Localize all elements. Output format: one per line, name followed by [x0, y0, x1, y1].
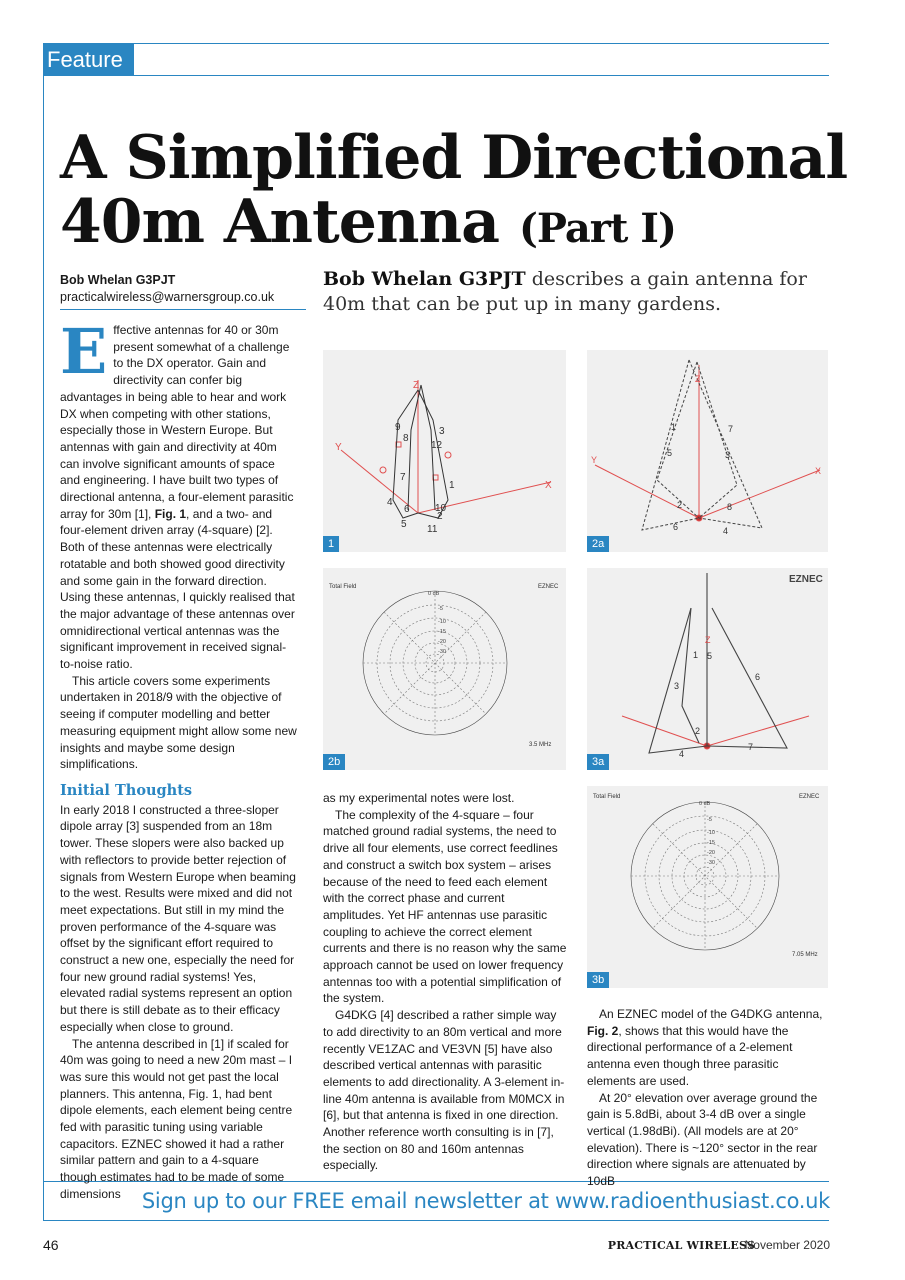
- ring-label: -10: [707, 830, 715, 836]
- paragraph: [60, 315, 298, 673]
- x-axis: [707, 716, 809, 746]
- figure-label: 2b: [323, 754, 345, 770]
- diagram-label: 7: [400, 472, 406, 483]
- standfirst-text: describes a gain antenna for 40m that can be put up in many gardens.: [323, 268, 807, 315]
- diagram-label: 12: [431, 440, 443, 451]
- capacitor-marker: [380, 467, 386, 473]
- left-rule: [43, 43, 44, 1221]
- diagram-label: 8: [403, 433, 409, 444]
- title-part: (Part I): [518, 205, 676, 252]
- author-name: Bob Whelan G3PJT: [60, 273, 176, 287]
- page-number: 46: [43, 1237, 59, 1253]
- ring-label: -20: [707, 850, 715, 856]
- diagram-label: 7: [748, 742, 754, 752]
- polar-plot: [323, 568, 566, 770]
- ring-label: -20: [438, 639, 446, 645]
- diagram-label: 5: [667, 448, 673, 458]
- plot-brand: EZNEC: [799, 794, 820, 800]
- element-wire: [707, 608, 787, 748]
- diagram-label: 6: [404, 504, 410, 515]
- issue-date: November 2020: [744, 1238, 830, 1252]
- element-wire: [682, 608, 699, 743]
- column-2: [323, 790, 567, 1174]
- paragraph: [587, 1006, 829, 1090]
- paragraph: G4DKG [4] described a rather simple way to add directivity to an 80m vertical and more recently VE1ZAC and VE3VN [5] have also described vertical antennas with parasitic elements to add directionality. A 3-element in-line 40m antenna is available from M0MCX in [6], but that antenna is fixed in one direction. Another reference worth consulting is in [7], the section on 80 and 160m antennas especially.: [323, 1008, 565, 1173]
- element-wire: [408, 385, 421, 510]
- paragraph: The antenna described in [1] if scaled for 40m was going to need a new 20m mast – I was sure this would not get past the local planners. This antenna, Fig. 1, had bent dipole elements, each element being centre fed with parasitic tuning using variable capacitors. EZNEC showed it had a rather similar pattern and gain to a 4-square though estimates had to be made of some dimensions: [60, 1036, 293, 1201]
- ring-label: -30: [707, 860, 715, 866]
- title-line1: A Simplified Directional: [60, 123, 848, 193]
- diagram-label: 1: [449, 480, 455, 491]
- antenna-wireframe-diagram: [587, 350, 828, 552]
- ring-label: 0 dB: [428, 591, 440, 597]
- polar-plot: [587, 786, 828, 988]
- paragraph-text: ffective antennas for 40 or 30m present somewhat of a challenge to the DX operator. Gain and directivity can confer big advantages in being able to hear and work DX when competing with other stations, especially those in Western Europe. But antennas with gain and directivity at 40m can involve significant amounts of space and engineering. I have built two types of directional antenna, a four-element parasitic array for 30m [1],: [60, 323, 294, 521]
- diagram-label: 3: [439, 426, 445, 437]
- diagram-label: 5: [401, 519, 407, 530]
- diagram-label: 11: [427, 524, 438, 535]
- title-line2: 40m Antenna: [60, 187, 500, 257]
- figure-label: 3a: [587, 754, 609, 770]
- figure-label: 3b: [587, 972, 609, 988]
- ring-label: -15: [707, 840, 715, 846]
- diagram-label: 8: [727, 502, 733, 512]
- figure-label: 2a: [587, 536, 609, 552]
- paragraph: In early 2018 I constructed a three-sloper dipole array [3] suspended from an 18m tower. These slopers were also backed up with reflectors to provide better rejection of signals from Western Europe when beaming to the west. Results were mixed and did not meet expectations. But still in my mind the proven performance of the 4-square was offset by the significant effort required to construct a new one, especially the need for four new ground radial systems! Yes, elevated radial systems represent an option but there is still debate as to their efficacy especially when close to ground.: [60, 802, 296, 1034]
- diagram-label: Y: [335, 442, 342, 453]
- figure-2b: [323, 568, 566, 770]
- tab-underline: [43, 75, 829, 76]
- diagram-label: X: [545, 480, 552, 491]
- paragraph-text: An EZNEC model of the G4DKG antenna,: [599, 1007, 823, 1021]
- paragraph: The complexity of the 4-square – four matched ground radial systems, the need to drive all four elements, use correct feedlines and construct a switch box system – arises because of the need to feed each element with the correct phase and current amplitudes. Yet HF antennas use parasitic coupling to achieve the correct element currents and there is no reason why the same approach cannot be used on lower frequency antennas too with a potential simplification of the system.: [323, 807, 567, 1006]
- diagram-label: 4: [387, 497, 393, 508]
- newsletter-signup[interactable]: Sign up to our FREE email newsletter at www.radioenthusiast.co.uk: [141, 1189, 830, 1213]
- section-tab: Feature: [43, 44, 134, 75]
- diagram-label: Z: [705, 635, 711, 645]
- ring-label: 0 dB: [699, 801, 711, 807]
- figure-3b: [587, 786, 828, 988]
- plot-header: Total Field: [329, 584, 357, 590]
- figure-ref: Fig. 1: [154, 506, 187, 521]
- diagram-label: 6: [673, 522, 679, 532]
- diagram-label: 4: [679, 749, 685, 759]
- paragraph-text: , and a two- and four-element driven array (4-square) [2]. Both of these antennas were electrically rotatable and both showed good directivity and some gain in the forward direction. Using these antennas, I quickly realised that the major advantage of these antennas over omnidirectional vertical antennas was the significant improvement in received signal-to-noise ratio.: [60, 506, 295, 672]
- column-1: [60, 315, 298, 1203]
- standfirst-name: Bob Whelan G3PJT: [323, 268, 526, 290]
- column-3: [587, 1006, 829, 1190]
- standfirst: [323, 267, 833, 317]
- diagram-label: 9: [395, 422, 401, 433]
- paragraph: At 20° elevation over average ground the gain is 5.8dBi, about 3-4 dB over a single vertical (1.98dBi). (All models are at 20° elevation). There is ~120° sector in the rear direction where signals are attenuated by 10dB: [587, 1090, 818, 1189]
- ring-label: -5: [438, 606, 443, 612]
- magazine-name: PRACTICAL WIRELESS: [607, 1239, 755, 1252]
- diagram-label: Z: [695, 374, 701, 384]
- element-wire: [418, 390, 448, 518]
- element-wire: [689, 360, 762, 528]
- figure-1: [323, 350, 566, 552]
- ring-label: -15: [438, 629, 446, 635]
- antenna-wireframe-diagram: [323, 350, 566, 552]
- figure-2a: [587, 350, 828, 552]
- plot-frequency: 7.05 MHz: [792, 952, 818, 958]
- top-rule: [43, 43, 829, 44]
- footer-bottom-rule: [43, 1220, 829, 1221]
- diagram-label: X: [815, 466, 822, 476]
- paragraph: This article covers some experiments undertaken in 2018/9 with the objective of seeing if computer modelling and better measuring equipment might allow some new insights and maybe some design simplifications.: [60, 673, 297, 772]
- x-axis: [699, 470, 820, 518]
- diagram-label: 3: [674, 681, 680, 691]
- diagram-label: 3: [725, 450, 731, 460]
- diagram-label: 2: [437, 511, 443, 522]
- diagram-label: Y: [591, 455, 598, 465]
- plot-brand: EZNEC: [538, 584, 559, 590]
- paragraph: as my experimental notes were lost.: [323, 791, 515, 805]
- author-email[interactable]: practicalwireless@warnersgroup.co.uk: [60, 290, 275, 304]
- diagram-label: 2: [677, 500, 683, 510]
- drop-cap: E: [60, 315, 108, 388]
- diagram-label: 10: [435, 503, 447, 514]
- plot-frequency: 3.5 MHz: [529, 742, 552, 748]
- subheading: Initial Thoughts: [60, 781, 193, 799]
- antenna-wireframe-diagram: [587, 568, 828, 770]
- paragraph-text: , shows that this would have the directional performance of a 2-element antenna even though three parasitic elements are used.: [587, 1023, 793, 1088]
- element-wire: [642, 360, 699, 530]
- diagram-label: 6: [755, 672, 761, 682]
- figure-label: 1: [323, 536, 339, 552]
- plot-brand: EZNEC: [789, 574, 823, 585]
- plot-header: Total Field: [593, 794, 621, 800]
- element-wire: [393, 390, 418, 518]
- ring-label: -5: [707, 817, 712, 823]
- diagram-label: Z: [413, 380, 420, 391]
- ring-label: -30: [438, 649, 446, 655]
- diagram-label: 1: [671, 422, 677, 432]
- element-wire: [697, 362, 737, 518]
- diagram-label: 4: [723, 526, 729, 536]
- figure-3a: [587, 568, 828, 770]
- diagram-label: 5: [707, 651, 713, 661]
- element-wire: [657, 362, 699, 518]
- ring-label: -10: [438, 619, 446, 625]
- figure-ref: Fig. 2: [587, 1023, 619, 1038]
- diagram-label: 2: [695, 726, 701, 736]
- page-title: [60, 123, 850, 261]
- diagram-label: 1: [693, 650, 699, 660]
- diagram-label: 7: [728, 424, 734, 434]
- author-rule: [60, 309, 306, 310]
- capacitor-marker: [445, 452, 451, 458]
